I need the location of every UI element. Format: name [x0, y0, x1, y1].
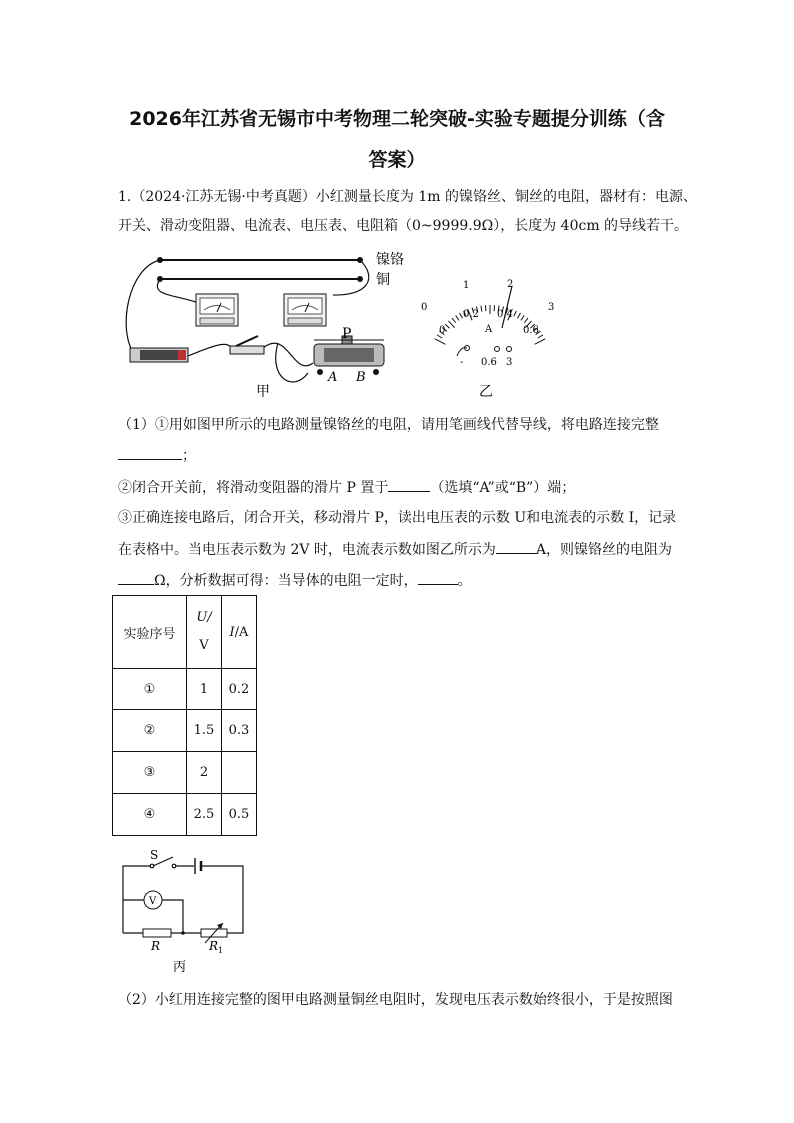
switch [230, 336, 264, 354]
document-title-line1: 2026年江苏省无锡市中考物理二轮突破-实验专题提分训练（含 [129, 108, 665, 130]
figure-jia-circuit [118, 248, 408, 398]
cell-trial: ③ [113, 752, 187, 794]
terminal-06: 0.6 [481, 357, 497, 368]
question-1-part1-step3-line1: ③正确连接电路后，闭合开关，移动滑片 P，读出电压表的示数 U和电流表的示数 I，记录 [118, 510, 677, 526]
terminal-minus: - [460, 357, 464, 368]
scale-bottom-0: 0 [439, 325, 446, 336]
battery [130, 348, 188, 362]
dial-tick [514, 311, 517, 316]
document-title-line2: 答案） [368, 149, 426, 171]
cell-current: 0.3 [222, 710, 257, 752]
cell-current: 0.5 [222, 794, 257, 836]
label-voltmeter-v: V [149, 896, 157, 907]
ammeter [196, 294, 238, 326]
resistor-r [143, 929, 171, 937]
dial-tick [452, 318, 456, 323]
cell-voltage: 2 [187, 752, 222, 794]
question-1-part2-line1: （2）小红用连接完整的图甲电路测量铜丝电阻时，发现电压表示数始终很小，于是按照图 [118, 992, 673, 1008]
scale-top-0: 0 [421, 302, 428, 313]
terminal-3: 3 [506, 357, 513, 368]
figure-yi-ammeter-dial [415, 272, 565, 402]
question-1-part1-step3-line2: 在表格中。当电压表示数为 2V 时，电流表示数如图乙所示为 A，则镍铬丝的电阻为 [118, 539, 688, 560]
scale-bottom-02: 0.2 [463, 309, 479, 320]
label-slider-p: P [342, 326, 352, 342]
scale-top-3: 3 [548, 302, 555, 313]
cell-current [222, 752, 257, 794]
label-resistor-r: R [151, 939, 161, 953]
table-row [113, 669, 257, 710]
figure-jia-caption: 甲 [256, 384, 270, 398]
answer-blank-2[interactable] [388, 477, 430, 492]
figure-bing-caption: 丙 [173, 960, 187, 975]
label-terminal-b: B [356, 370, 366, 385]
header-trial-no: 实验序号 [113, 596, 187, 669]
cell-trial: ④ [113, 794, 187, 836]
dial-tick [445, 324, 449, 328]
table-row [113, 752, 257, 794]
scale-top-1: 1 [463, 280, 470, 291]
figure-bing-circuit-diagram [115, 843, 255, 978]
cell-current: 0.2 [222, 669, 257, 710]
cell-voltage: 1.5 [187, 710, 222, 752]
table-row [113, 794, 257, 836]
cell-voltage: 1 [187, 669, 222, 710]
dial-tick [521, 315, 524, 320]
scale-bottom-06: 0.6 [523, 325, 539, 336]
cell-voltage: 2.5 [187, 794, 222, 836]
question-1-part1-step2: ②闭合开关前，将滑动变阻器的滑片 P 置于 （选填“A”或“B”）端； [118, 477, 688, 498]
label-terminal-a: A [328, 370, 338, 385]
label-rheostat-r1: R [209, 939, 219, 953]
header-voltage: U/ V [187, 596, 222, 669]
question-1-intro-line2: 开关、滑动变阻器、电流表、电压表、电阻箱（0~9999.9Ω），长度为 40cm 的导线若干。 [118, 218, 689, 234]
voltmeter [284, 294, 326, 326]
label-nichrome: 镍铬 [376, 252, 404, 268]
label-switch-s: S [150, 848, 159, 862]
question-1-intro-line1: 1.（2024·江苏无锡·中考真题）小红测量长度为 1m 的镍铬丝、铜丝的电阻，器材有：电源、 [118, 189, 697, 205]
answer-blank-1[interactable] [118, 445, 182, 460]
table-row [113, 710, 257, 752]
cell-trial: ② [113, 710, 187, 752]
cell-trial: ① [113, 669, 187, 710]
answer-blank-3[interactable] [496, 539, 536, 554]
table-header-row [113, 596, 257, 669]
dial-tick [524, 318, 528, 323]
answer-blank-4[interactable] [118, 570, 154, 585]
data-table [112, 595, 257, 836]
dial-tick [449, 321, 455, 328]
label-copper: 铜 [376, 272, 390, 288]
dial-tick [481, 306, 482, 312]
dial-tick [456, 315, 459, 320]
scale-top-2: 2 [507, 279, 514, 290]
question-1-part1-step3-line3: Ω，分析数据可得：当导体的电阻一定时， 。 [118, 570, 688, 591]
question-1-part1-step1: （1）①用如图甲所示的电路测量镍铬丝的电阻，请用笔画线代替导线，将电路连接完整 [118, 417, 659, 433]
figure-yi-caption: 乙 [479, 384, 493, 400]
dial-tick [435, 339, 446, 344]
scale-bottom-04: 0.4 [497, 309, 513, 320]
label-rheostat-r1-subscript: 1 [218, 946, 224, 955]
dial-tick [517, 313, 520, 318]
unit-label: A [485, 324, 493, 335]
dial-tick [535, 339, 546, 344]
answer-blank-5[interactable] [418, 570, 458, 585]
question-1-part1-step1-answer: ； [118, 445, 688, 466]
header-current: I/A [222, 596, 257, 669]
